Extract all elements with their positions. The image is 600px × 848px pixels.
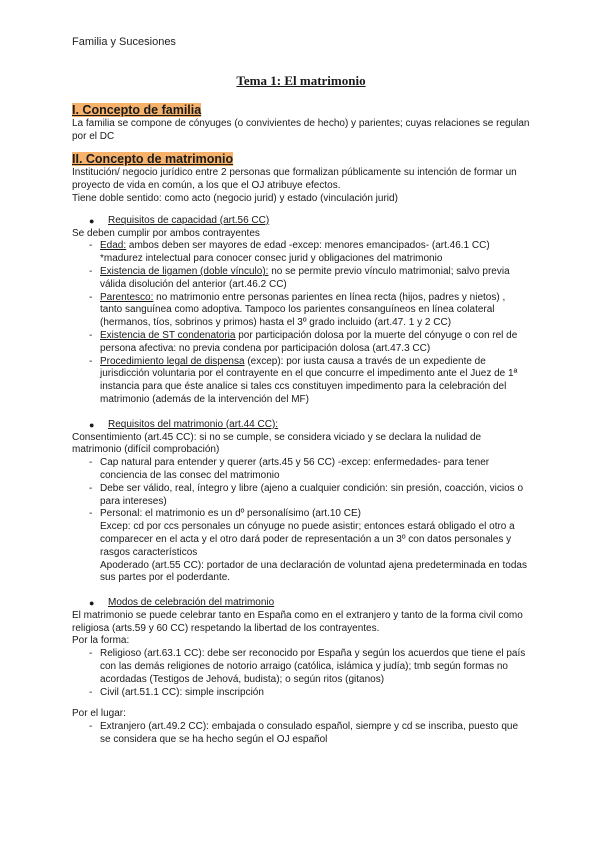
capacidad-intro: Se deben cumplir por ambos contrayentes (72, 227, 260, 239)
modos-intro: El matrimonio se puede celebrar tanto en España como en el extranjero y tanto de la forma civil como religiosa (arts.59 y 60 CC) respetando la libertad de los contrayentes. (72, 609, 523, 634)
section-text-familia: La familia se compone de cónyuges (o convivientes de hecho) y parientes; cuyas relaciones se regulan por el DC (72, 117, 530, 142)
list-item: - Extranjero (art.49.2 CC): embajada o consulado español, siempre y cd se inscriba, puesto que se considera que se ha hecho según el OJ español (89, 721, 519, 746)
modos-lugar-list (72, 721, 530, 747)
list-item: - Parentesco: no matrimonio entre personas parientes en línea recta (hijos, padres y nietos) , tanto sanguínea como adoptiva. Tampoco los parientes consanguíneos en línea colateral (hermanos, tíos, sobrinos y primos) hasta el 3º grado incluido (art.47. 1 y 2 CC) (89, 291, 506, 329)
list-item: - Cap natural para entender y querer (arts.45 y 56 CC) -excep: enfermedades- para tener conciencia de las consec del matrimonio (89, 457, 490, 481)
document-body (72, 75, 530, 747)
requisitos-list (72, 457, 530, 585)
list-item: - Debe ser válido, real, íntegro y libre (ajeno a cualquier condición: sin presión, coacción, vicios o para intereses) (89, 482, 524, 507)
section-text-matrimonio-2: Tiene doble sentido: como acto (negocio jurid) y estado (vinculación jurid) (72, 192, 398, 204)
modos-lugar-label: Por el lugar: (72, 708, 126, 720)
modos-forma-list (72, 648, 530, 699)
requisitos-apoderado: Apoderado (art.55 CC): portador de una declaración de voluntad ajena predeterminada en todas sus partes por el poderdante. (100, 559, 527, 584)
requisitos-intro: Consentimiento (art.45 CC): si no se cumple, se considera viciado y se declara la nulidad de matrimonio (difícil comprobación) (72, 431, 482, 456)
list-item: - Procedimiento legal de dispensa (excep): por iusta causa a través de un expediente de jurisdicción voluntaria por el contrayente en el que concurre el impedimento ante el Juez de 1ª instancia para que éste analice si tales ccs constituyen impedimento para la celebración del matrimonio (además de la intervención del MF) (89, 355, 518, 405)
section-heading-matrimonio: II. Concepto de matrimonio (72, 152, 234, 167)
list-item: - Existencia de ligamen (doble vínculo): no se permite previo vínculo matrimonial; salvo previa válida disolución del anterior (art.46.2 CC) (89, 265, 510, 290)
list-item: - Edad: ambos deben ser mayores de edad -excep: menores emancipados- (art.46.1 CC) *madurez intelectual para conocer consec jurid y obligaciones del matrimonio (89, 240, 490, 265)
page-header: Familia y Sucesiones (72, 36, 176, 48)
bullet-requisitos: ● Requisitos del matrimonio (art.44 CC): (89, 418, 279, 430)
bullet-capacidad: ● Requisitos de capacidad (art.56 CC) (89, 214, 270, 226)
capacidad-list (72, 240, 530, 406)
bullet-dot-icon: ● (89, 598, 95, 609)
list-item: - Personal: el matrimonio es un dº personalísimo (art.10 CE) Excep: cd por ccs personales un cónyuge no puede asistir; entonces estará obligado el otro a comparecer en el acta y el otro dará poder de representación a un 3º con datos personales y rasgos característicos Apoderado (art.55 CC): portador de una declaración de voluntad ajena predeterminada en todas sus partes por el poderdante. (72, 508, 530, 585)
requisitos-excep: Excep: cd por ccs personales un cónyuge no puede asistir; entonces estará obligado el otro a comparecer en el acta y el otro dará poder de representación a un 3º con datos personales y rasgos característicos (100, 521, 515, 558)
list-item: - Civil (art.51.1 CC): simple inscripción (89, 686, 264, 698)
bullet-dot-icon: ● (89, 215, 95, 226)
modos-forma-label: Por la forma: (72, 635, 130, 647)
list-item: - Religioso (art.63.1 CC): debe ser reconocido por España y según los acuerdos que tiene el país con las demás religiones de notorio arraigo (católica, islámica y judía); tmb según formas no acordadas (Testigos de Jehová, budista); o según ritos (gitanos) (89, 648, 526, 685)
list-item: - Existencia de ST condenatoria por participación dolosa por la muerte del cónyuge o con rel de persona afectiva: no previa condena por participación dolosa (art.47.3 CC) (89, 329, 518, 354)
section-heading-familia: I. Concepto de familia (72, 102, 202, 117)
bullet-dot-icon: ● (89, 419, 95, 430)
section-text-matrimonio-1: Institución/ negocio jurídico entre 2 personas que formalizan públicamente su intención de formar un proyecto de vida en común, a los que el OJ atribuye efectos. (72, 167, 517, 192)
bullet-modos: ● Modos de celebración del matrimonio (89, 597, 275, 609)
document-title: Tema 1: El matrimonio (236, 73, 366, 88)
